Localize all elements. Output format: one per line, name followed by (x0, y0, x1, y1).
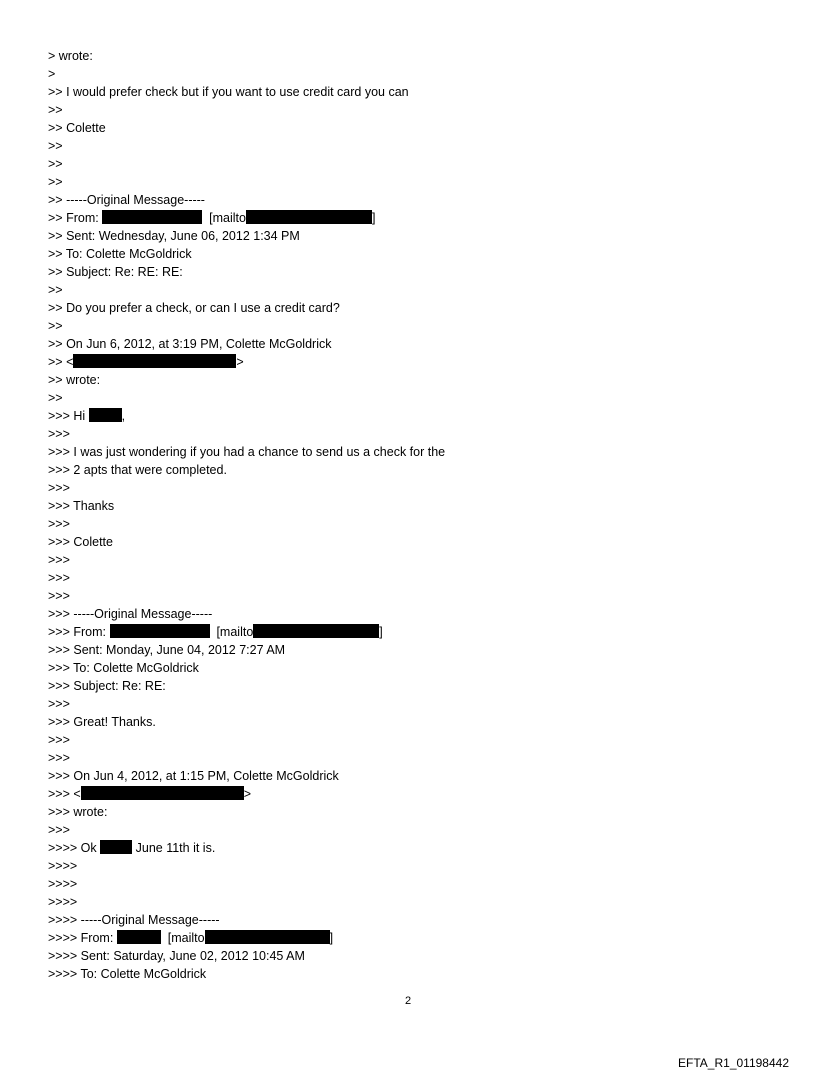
text-line (48, 875, 748, 893)
line-text: >>> (48, 427, 70, 441)
text-line (48, 65, 748, 83)
redaction-block (253, 624, 379, 638)
line-text: >>>> (48, 859, 78, 873)
text-line (48, 407, 748, 425)
line-text: >>> To: Colette McGoldrick (48, 661, 199, 675)
line-text: >>> wrote: (48, 805, 108, 819)
line-text: >>> (48, 697, 70, 711)
line-text: >> wrote: (48, 373, 101, 387)
text-line (48, 191, 748, 209)
text-line (48, 785, 748, 803)
redaction-block (205, 930, 330, 944)
line-text: > (236, 355, 244, 369)
text-line (48, 659, 748, 677)
text-line (48, 821, 748, 839)
line-text: >>> (48, 571, 70, 585)
text-line (48, 749, 748, 767)
text-line (48, 173, 748, 191)
text-line (48, 335, 748, 353)
line-text: >>> On Jun 4, 2012, at 1:15 PM, Colette McGoldrick (48, 769, 339, 783)
line-text: >>>> To: Colette McGoldrick (48, 967, 207, 981)
text-line (48, 479, 748, 497)
text-line (48, 731, 748, 749)
line-text: >> I would prefer check but if you want to use credit card you can (48, 85, 409, 99)
line-text: June 11th it is. (135, 841, 216, 855)
line-text: >>> Hi (48, 409, 86, 423)
text-line (48, 101, 748, 119)
redaction-block (117, 930, 161, 944)
text-line (48, 893, 748, 911)
line-text: >>> (48, 751, 70, 765)
line-text: >>> < (48, 787, 81, 801)
line-text: >> To: Colette McGoldrick (48, 247, 192, 261)
line-text: >> (48, 283, 63, 297)
text-line (48, 83, 748, 101)
line-text: [mailto (216, 625, 254, 639)
line-text: ] (371, 211, 376, 225)
line-text: >>> (48, 733, 70, 747)
redaction-block (110, 624, 210, 638)
line-text: >> On Jun 6, 2012, at 3:19 PM, Colette McGoldrick (48, 337, 332, 351)
redaction-block (102, 210, 202, 224)
line-text: ] (329, 931, 334, 945)
text-line (48, 641, 748, 659)
text-line (48, 803, 748, 821)
text-line (48, 137, 748, 155)
text-line (48, 461, 748, 479)
line-text: [mailto (167, 931, 205, 945)
line-text: >>> Great! Thanks. (48, 715, 156, 729)
text-line (48, 605, 748, 623)
line-text: >>> (48, 517, 70, 531)
line-text: >>>> (48, 895, 78, 909)
text-line (48, 263, 748, 281)
line-text: >>> (48, 553, 70, 567)
line-text: >>> -----Original Message----- (48, 607, 213, 621)
redaction-block (73, 354, 236, 368)
line-text: >>>> From: (48, 931, 114, 945)
text-line (48, 515, 748, 533)
text-line (48, 677, 748, 695)
page-number: 2 (404, 995, 412, 1007)
text-line (48, 425, 748, 443)
text-line (48, 119, 748, 137)
text-line (48, 857, 748, 875)
line-text: >> (48, 139, 63, 153)
email-thread-body (48, 47, 748, 983)
redaction-block (89, 408, 122, 422)
text-line (48, 389, 748, 407)
line-text: >> (48, 175, 63, 189)
text-line (48, 695, 748, 713)
text-line (48, 623, 748, 641)
text-line (48, 227, 748, 245)
document-id-footer: EFTA_R1_01198442 (678, 1056, 789, 1070)
line-text: >>> (48, 823, 70, 837)
text-line (48, 965, 748, 983)
text-line (48, 767, 748, 785)
redaction-block (246, 210, 372, 224)
text-line (48, 569, 748, 587)
line-text: >>> 2 apts that were completed. (48, 463, 227, 477)
text-line (48, 947, 748, 965)
line-text: >>> (48, 589, 70, 603)
redaction-block (100, 840, 132, 854)
line-text: >> (48, 319, 63, 333)
text-line (48, 839, 748, 857)
line-text: >>> Sent: Monday, June 04, 2012 7:27 AM (48, 643, 286, 657)
line-text: >>>> (48, 877, 78, 891)
line-text: >> Subject: Re: RE: RE: (48, 265, 183, 279)
line-text: >>> (48, 481, 70, 495)
text-line (48, 155, 748, 173)
text-line (48, 911, 748, 929)
text-line (48, 713, 748, 731)
text-line (48, 371, 748, 389)
text-line (48, 443, 748, 461)
line-text: [mailto (209, 211, 246, 225)
line-text: > (48, 67, 56, 81)
line-text: >>> Thanks (48, 499, 115, 513)
line-text: >> Colette (48, 121, 106, 135)
line-text: >> (48, 391, 63, 405)
text-line (48, 587, 748, 605)
line-text: >> (48, 103, 63, 117)
line-text: >> From: (48, 211, 99, 225)
text-line (48, 497, 748, 515)
redaction-block (81, 786, 244, 800)
line-text: >> Sent: Wednesday, June 06, 2012 1:34 PM (48, 229, 300, 243)
line-text: >> < (48, 355, 74, 369)
text-line (48, 299, 748, 317)
line-text: ] (379, 625, 383, 639)
line-text: >> -----Original Message----- (48, 193, 205, 207)
line-text: >>>> Sent: Saturday, June 02, 2012 10:45 AM (48, 949, 305, 963)
line-text: >>>> -----Original Message----- (48, 913, 220, 927)
text-line (48, 245, 748, 263)
line-text: >> Do you prefer a check, or can I use a credit card? (48, 301, 340, 315)
line-text: > wrote: (48, 49, 93, 63)
line-text: >>>> Ok (48, 841, 97, 855)
line-text: >>> Subject: Re: RE: (48, 679, 166, 693)
text-line (48, 533, 748, 551)
text-line (48, 281, 748, 299)
line-text: >>> From: (48, 625, 107, 639)
text-line (48, 317, 748, 335)
text-line (48, 929, 748, 947)
line-text: >>> Colette (48, 535, 113, 549)
line-text: , (121, 409, 126, 423)
line-text: >> (48, 157, 63, 171)
text-line (48, 209, 748, 227)
line-text: > (243, 787, 251, 801)
line-text: >>> I was just wondering if you had a chance to send us a check for the (48, 445, 446, 459)
text-line (48, 47, 748, 65)
text-line (48, 353, 748, 371)
text-line (48, 551, 748, 569)
